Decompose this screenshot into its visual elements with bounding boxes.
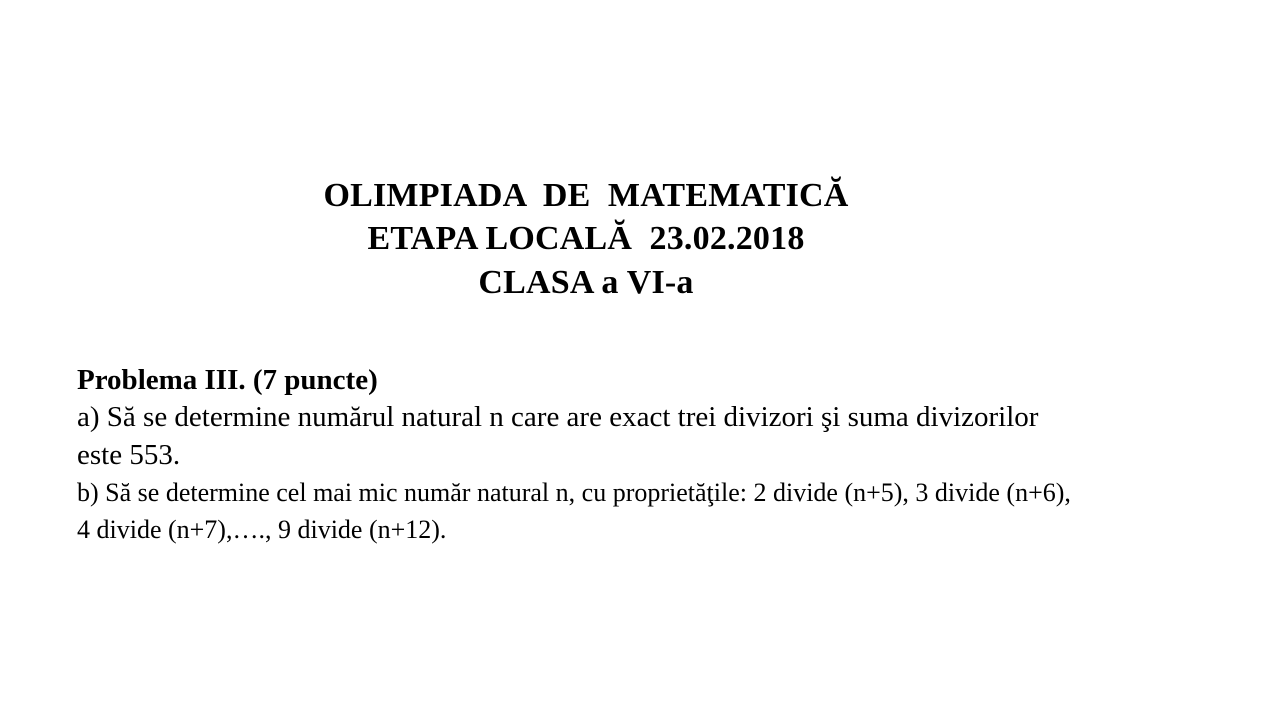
part-a-text-continued: este 553.	[77, 439, 181, 471]
grade-level: CLASA a VI-a	[478, 264, 694, 301]
stage-and-date: ETAPA LOCALĂ 23.02.2018	[367, 220, 805, 257]
problem-title: Problema III. (7 puncte)	[77, 364, 378, 396]
part-a-text: a) Să se determine numărul natural n care are exact trei divizori şi suma divizorilor	[77, 401, 1039, 433]
part-b-text-continued: 4 divide (n+7),…., 9 divide (n+12).	[77, 515, 447, 544]
olympiad-title: OLIMPIADA DE MATEMATICĂ	[323, 177, 849, 214]
part-b-text: b) Să se determine cel mai mic număr natural n, cu proprietăţile: 2 divide (n+5), 3 divide (n+6),	[77, 478, 1071, 507]
